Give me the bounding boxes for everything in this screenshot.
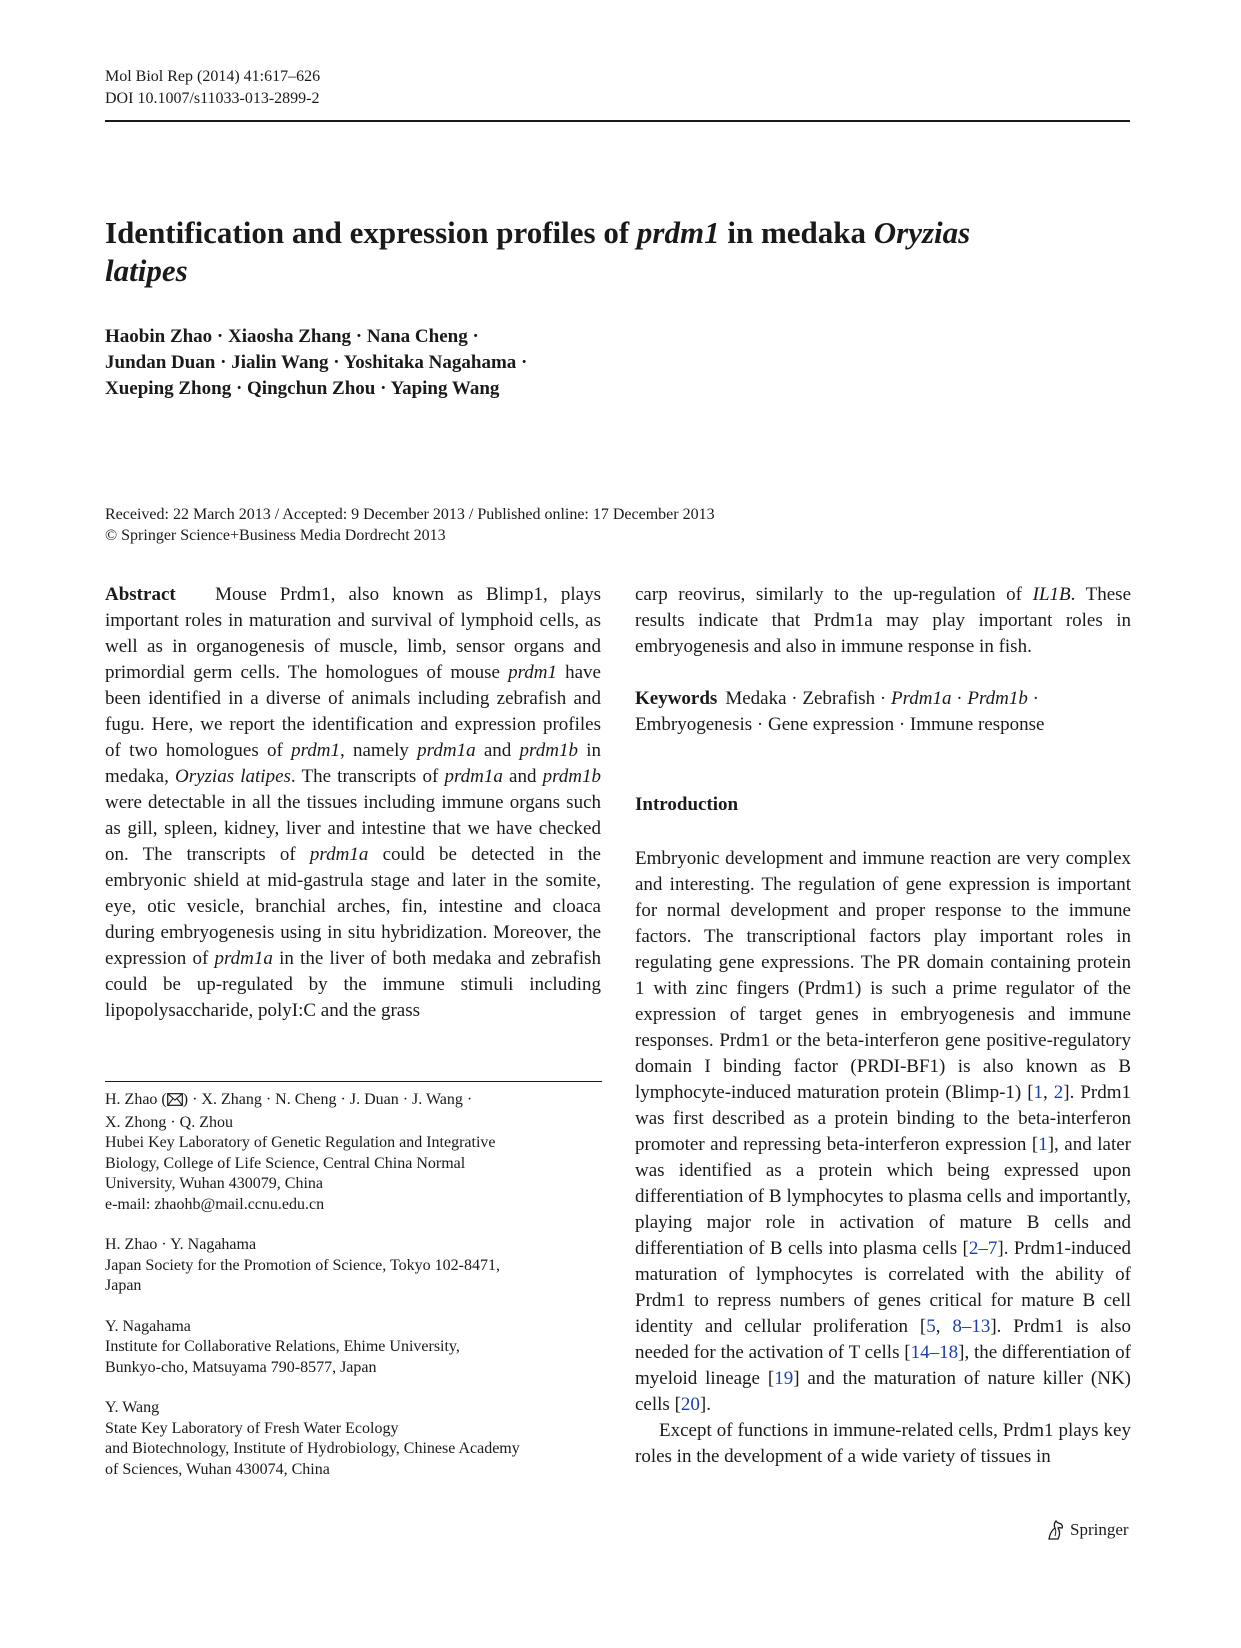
header-rule bbox=[105, 120, 1130, 122]
author-line: Haobin Zhao · Xiaosha Zhang · Nana Cheng · bbox=[105, 326, 479, 347]
reference-link[interactable]: 2–7 bbox=[968, 1238, 998, 1259]
history-line: Received: 22 March 2013 / Accepted: 9 December 2013 / Published online: 17 December 2013 bbox=[105, 506, 715, 523]
reference-link[interactable]: 20 bbox=[680, 1394, 700, 1415]
footnote-rule bbox=[105, 1081, 602, 1082]
reference-link[interactable]: 2 bbox=[1053, 1082, 1064, 1103]
left-column bbox=[105, 582, 601, 1024]
springer-horse-icon bbox=[1046, 1519, 1066, 1541]
reference-link[interactable]: 8–13 bbox=[952, 1316, 991, 1337]
publisher-logo bbox=[1046, 1519, 1129, 1541]
abstract-continued: carp reovirus, similarly to the up-regulation of IL1B. These results indicate that Prdm1a may play important roles in embryogenesis and also in immune response in fish. bbox=[635, 584, 1131, 657]
keywords-heading: Keywords bbox=[635, 688, 718, 709]
reference-link[interactable]: 19 bbox=[774, 1368, 794, 1389]
affiliation-3: Y. Nagahama Institute for Collaborative Relations, Ehime University, Bunkyo-cho, Matsuyama 790-8577, Japan bbox=[105, 1317, 460, 1376]
envelope-icon bbox=[167, 1092, 183, 1113]
right-column bbox=[635, 582, 1131, 1470]
introduction-heading: Introduction bbox=[635, 794, 739, 815]
journal-citation: Mol Biol Rep (2014) 41:617–626 bbox=[105, 68, 321, 85]
author-list bbox=[105, 324, 1005, 402]
introduction-paragraph-1: Embryonic development and immune reaction are very complex and interesting. The regulation of gene expression is important for normal development and proper response to the immune factors. The transcriptional factors play important roles in regulating gene expressions. The PR domain containing protein 1 with zinc fingers (Prdm1) is such a prime regulator of the expression of target genes in embryogenesis and immune responses. Prdm1 or the beta-interferon gene positive-regulatory domain I binding factor (PRDI-BF1) is also known as B lymphocyte-induced maturation protein (Blimp-1) [1, 2]. Prdm1 was first described as a protein binding to the beta-interferon promoter and repressing beta-interferon expression [1], and later was identified as a protein which being expressed upon differentiation of B lymphocytes to plasma cells and importantly, playing major role in activation of mature B cells and differentiation of B cells into plasma cells [2–7]. Prdm1-induced maturation of lymphocytes is correlated with the ability of Prdm1 to repress numbers of genes critical for mature B cell identity and cellular proliferation [5, 8–13]. Prdm1 is also needed for the activation of T cells [14–18], the differentiation of myeloid lineage [19] and the maturation of nature killer (NK) cells [20]. bbox=[635, 848, 1132, 1415]
doi: DOI 10.1007/s11033-013-2899-2 bbox=[105, 90, 320, 107]
abstract-heading: Abstract bbox=[105, 584, 176, 605]
reference-link[interactable]: 1 bbox=[1033, 1082, 1044, 1103]
reference-link[interactable]: 1 bbox=[1038, 1134, 1048, 1155]
reference-link[interactable]: 14–18 bbox=[910, 1342, 959, 1363]
abstract: Abstract Mouse Prdm1, also known as Blimp1, plays important roles in maturation and survival of lymphoid cells, as well as in organogenesis of muscle, limb, sensor organs and primordial germ cells. The homologues of mouse prdm1 have been identified in a diverse of animals including zebrafish and fugu. Here, we report the identification and expression profiles of two homologues of prdm1, namely prdm1a and prdm1b in medaka, Oryzias latipes. The transcripts of prdm1a and prdm1b were detectable in all the tissues including immune organs such as gill, spleen, kidney, liver and intestine that we have checked on. The transcripts of prdm1a could be detected in the embryonic shield at mid-gastrula stage and later in the somite, eye, otic vesicle, branchial arches, fin, intestine and cloaca during embryogenesis using in situ hybridization. Moreover, the expression of prdm1a in the liver of both medaka and zebrafish could be up-regulated by the immune stimuli including lipopolysaccharide, polyI:C and the grass bbox=[105, 584, 602, 1021]
affiliation-4: Y. Wang State Key Laboratory of Fresh Water Ecology and Biotechnology, Institute of Hydrobiology, Chinese Academy of Sciences, Wuhan 430074, China bbox=[105, 1399, 520, 1478]
journal-header bbox=[105, 66, 320, 110]
affiliations bbox=[105, 1090, 605, 1500]
corresponding-email[interactable]: e-mail: zhaohb@mail.ccnu.edu.cn bbox=[105, 1195, 325, 1213]
article-title: Identification and expression profiles of prdm1 in medaka Oryzias latipes bbox=[105, 215, 971, 288]
affiliation-1: H. Zhao ( ) · X. Zhang · N. Cheng · J. Duan · J. Wang · X. Zhong · Q. Zhou Hubei Key Laboratory of Genetic Regulation and Integrative Biology, College of Life Science, Central China Normal University, Wuhan 430079, China e-mail: zhaohb@mail.ccnu.edu.cn bbox=[105, 1090, 605, 1215]
introduction-paragraph-2: Except of functions in immune-related cells, Prdm1 plays key roles in the development of a wide variety of tissues in bbox=[635, 1420, 1131, 1467]
copyright-line: © Springer Science+Business Media Dordrecht 2013 bbox=[105, 527, 446, 544]
affiliation-2: H. Zhao · Y. Nagahama Japan Society for the Promotion of Science, Tokyo 102-8471, Japan bbox=[105, 1236, 500, 1294]
author-line: Jundan Duan · Jialin Wang · Yoshitaka Nagahama · bbox=[105, 352, 528, 373]
publication-dates bbox=[105, 504, 715, 546]
keywords: Keywords Medaka · Zebrafish · Prdm1a · Prdm1b · Embryogenesis · Gene expression · Immune response bbox=[635, 688, 1045, 735]
publisher-name: Springer bbox=[1070, 1520, 1129, 1539]
reference-link[interactable]: 5 bbox=[926, 1316, 936, 1337]
author-line: Xueping Zhong · Qingchun Zhou · Yaping Wang bbox=[105, 378, 500, 399]
